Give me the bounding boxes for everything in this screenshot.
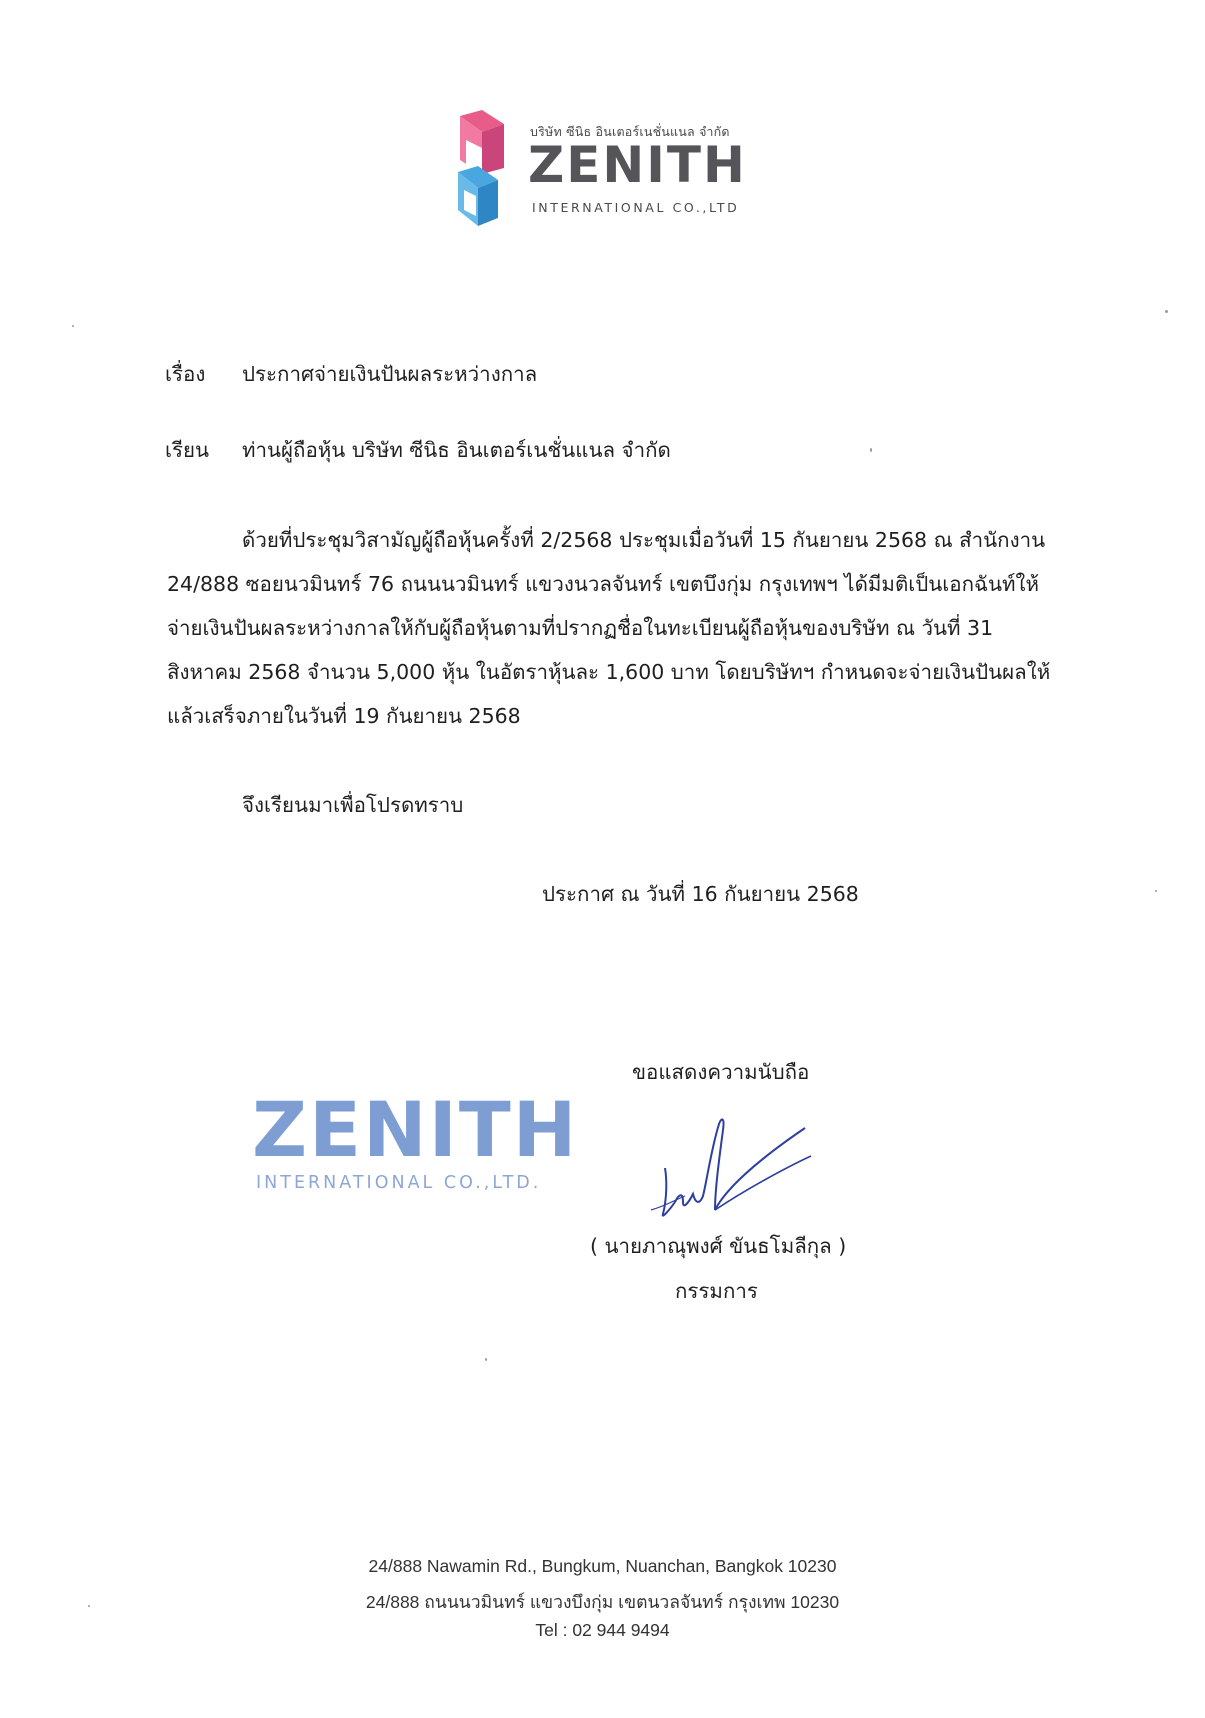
footer-address-th: 24/888 ถนนนวมินทร์ แขวงบึงกุ่ม เขตนวลจันทร์ กรุงเทพ 10230 [365, 1592, 840, 1612]
company-stamp [252, 1085, 579, 1198]
company-thai-name: บริษัท ซีนิธ อินเตอร์เนชั่นแนล จำกัด [530, 124, 730, 139]
scan-speck [1155, 890, 1157, 892]
signatory-name: ( นายภาณุพงศ์ ขันธโมลีกุล ) [590, 1234, 847, 1258]
footer-tel: Tel : 02 944 9494 [535, 1620, 670, 1640]
signatory-title: กรรมการ [675, 1279, 758, 1303]
body-line: จ่ายเงินปันผลระหว่างกาลให้กับผู้ถือหุ้นตามที่ปรากฏชื่อในทะเบียนผู้ถือหุ้นของบริษัท ณ วันที่ 31 [167, 616, 994, 640]
stamp-subtitle: INTERNATIONAL CO.,LTD. [256, 1173, 542, 1193]
scan-speck [485, 1358, 487, 1361]
subject-label: เรื่อง [165, 362, 206, 386]
body-line: สิงหาคม 2568 จำนวน 5,000 หุ้น ในอัตราหุ้นละ 1,600 บาท โดยบริษัทฯ กำหนดจะจ่ายเงินปันผลให้ [167, 660, 1051, 684]
subject-text: ประกาศจ่ายเงินปันผลระหว่างกาล [242, 362, 538, 386]
letterhead [452, 110, 752, 230]
body-line: แล้วเสร็จภายในวันที่ 19 กันยายน 2568 [167, 704, 521, 728]
closing-line: จึงเรียนมาเพื่อโปรดทราบ [242, 793, 464, 817]
scan-speck [1165, 310, 1168, 313]
company-logo-icon [452, 110, 514, 228]
footer-address-en: 24/888 Nawamin Rd., Bungkum, Nuanchan, Bangkok 10230 [368, 1556, 837, 1576]
regards-text: ขอแสดงความนับถือ [632, 1060, 810, 1084]
addressee-text: ท่านผู้ถือหุ้น บริษัท ซีนิธ อินเตอร์เนชั่นแนล จำกัด [242, 438, 671, 462]
body-line: ด้วยที่ประชุมวิสามัญผู้ถือหุ้นครั้งที่ 2/2568 ประชุมเมื่อวันที่ 15 กันยายน 2568 ณ สำนักงาน [242, 528, 1046, 552]
addressee-label: เรียน [165, 438, 210, 462]
stamp-name: ZENITH [252, 1085, 579, 1174]
announce-date: ประกาศ ณ วันที่ 16 กันยายน 2568 [542, 882, 859, 906]
company-subtitle: INTERNATIONAL CO.,LTD [532, 200, 740, 215]
body-line: 24/888 ซอยนวมินทร์ 76 ถนนนวมินทร์ แขวงนวลจันทร์ เขตบึงกุ่ม กรุงเทพฯ ได้มีมติเป็นเอกฉันท์ให้ [167, 572, 1040, 596]
scan-speck [88, 1605, 90, 1607]
scan-speck [870, 448, 872, 452]
scan-speck [72, 325, 74, 327]
company-name: ZENITH [528, 136, 747, 194]
signature-icon [645, 1110, 825, 1220]
